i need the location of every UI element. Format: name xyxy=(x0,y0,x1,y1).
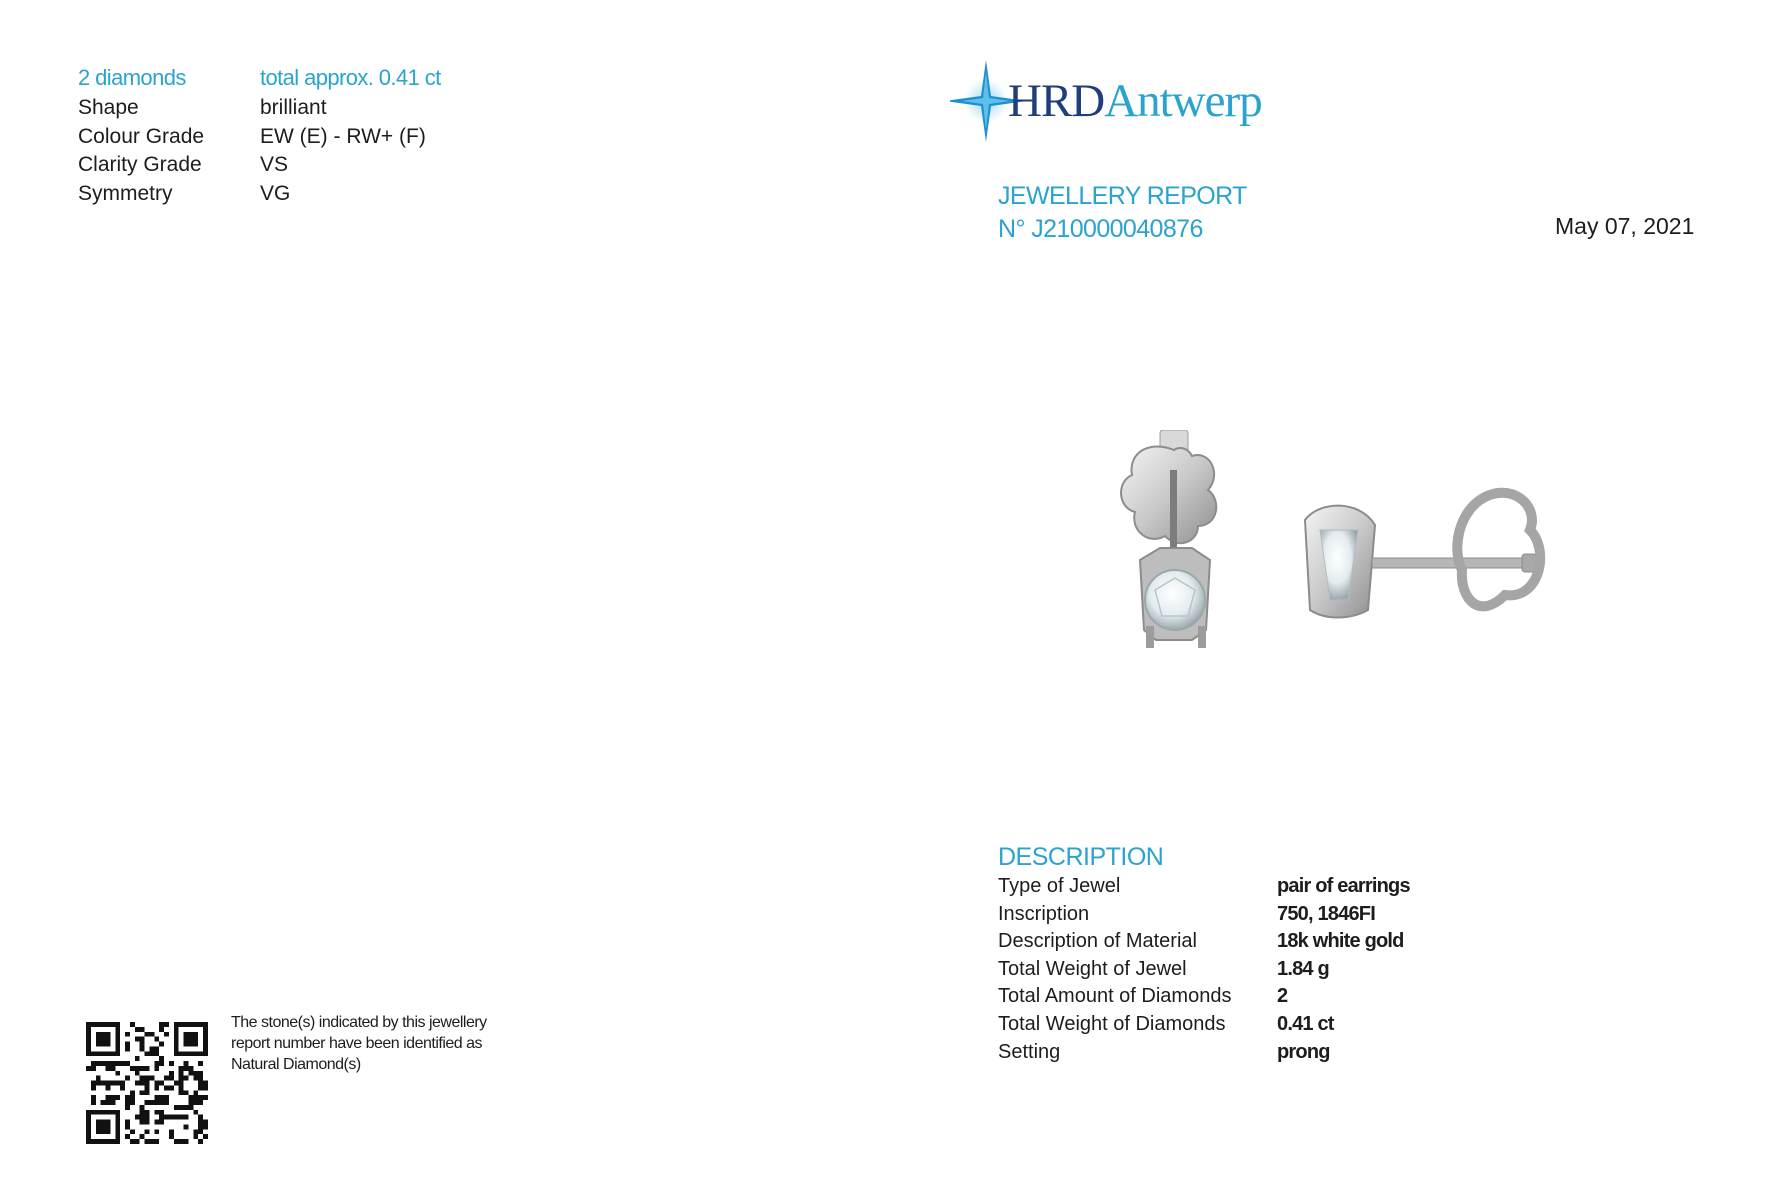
note-line: report number have been identified as xyxy=(231,1035,483,1052)
description-row xyxy=(998,930,1518,958)
grading-label: Colour Grade xyxy=(78,124,205,148)
description-row xyxy=(998,875,1518,903)
grading-label: Clarity Grade xyxy=(78,153,202,176)
grading-value: EW (E) - RW+ (F) xyxy=(260,124,426,148)
brand-logo xyxy=(1008,74,1262,128)
report-title: JEWELLERY REPORT xyxy=(998,182,1247,210)
grading-label: Symmetry xyxy=(78,181,173,205)
description-row xyxy=(998,903,1518,931)
description-value: 0.41 ct xyxy=(1277,1012,1334,1035)
diamond-total-weight: total approx. 0.41 ct xyxy=(260,65,441,90)
description-row xyxy=(998,1013,1518,1041)
description-label: Inscription xyxy=(998,902,1090,925)
logo-part-antwerp: Antwerp xyxy=(1104,75,1262,127)
description-label: Total Weight of Jewel xyxy=(998,957,1187,980)
grading-value: VG xyxy=(260,181,291,205)
report-date: May 07, 2021 xyxy=(1555,213,1695,239)
description-row xyxy=(998,1041,1518,1069)
diamond-count: 2 diamonds xyxy=(78,65,186,90)
grading-row-shape xyxy=(78,96,538,125)
qr-code-icon[interactable] xyxy=(86,1022,208,1144)
description-label: Description of Material xyxy=(998,930,1197,953)
description-row xyxy=(998,985,1518,1013)
grading-row-symmetry xyxy=(78,182,538,211)
description-label: Setting xyxy=(998,1040,1061,1063)
diamond-grading-table xyxy=(78,65,538,210)
description-label: Total Amount of Diamonds xyxy=(998,985,1232,1008)
description-table xyxy=(998,875,1518,1068)
description-value: prong xyxy=(1277,1040,1330,1063)
grading-row-clarity xyxy=(78,153,538,182)
grading-row-colour xyxy=(78,125,538,154)
report-heading xyxy=(998,180,1247,246)
grading-value: brilliant xyxy=(260,96,327,119)
grading-label: Shape xyxy=(78,96,139,119)
description-heading: DESCRIPTION xyxy=(998,843,1164,871)
description-value: pair of earrings xyxy=(1277,875,1410,897)
description-label: Total Weight of Diamonds xyxy=(998,1012,1226,1035)
description-value: 1.84 g xyxy=(1277,957,1329,980)
description-row xyxy=(998,958,1518,986)
description-value: 18k white gold xyxy=(1277,930,1404,953)
description-label: Type of Jewel xyxy=(998,875,1121,897)
note-line: The stone(s) indicated by this jewellery xyxy=(231,1014,487,1031)
earrings-photo xyxy=(1110,430,1580,670)
grading-heading-row xyxy=(78,65,538,96)
natural-diamond-note xyxy=(231,1012,561,1075)
note-line: Natural Diamond(s) xyxy=(231,1056,361,1073)
description-value: 750, 1846FI xyxy=(1277,902,1375,925)
report-number: N° J210000040876 xyxy=(998,215,1203,243)
description-value: 2 xyxy=(1277,985,1288,1008)
grading-value: VS xyxy=(260,153,289,176)
logo-part-hrd: HRD xyxy=(1008,75,1105,127)
